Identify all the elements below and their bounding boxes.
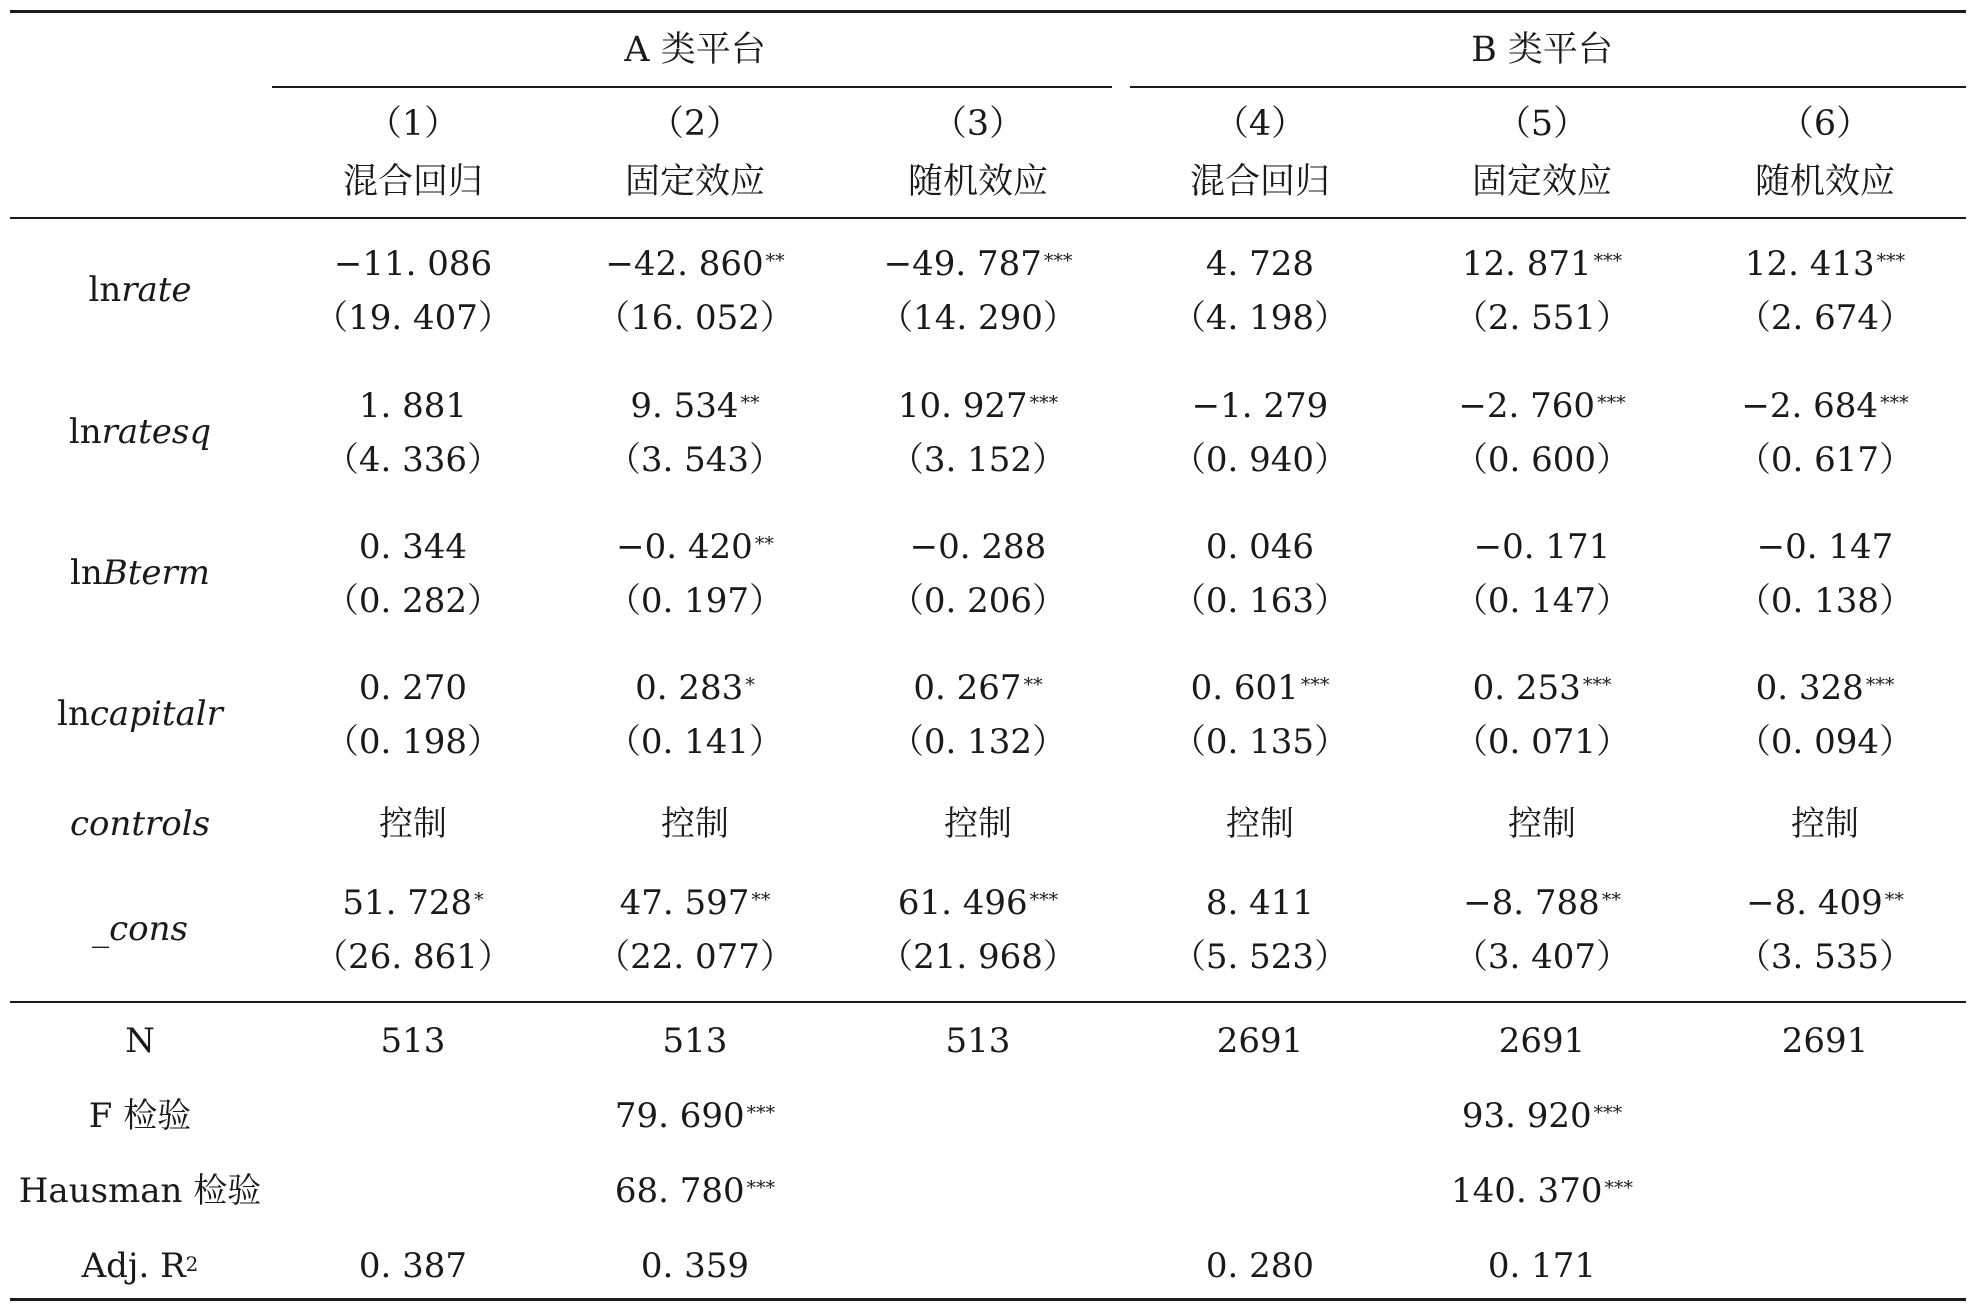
coefficient-value: [1474, 527, 1611, 567]
significance-stars: ***: [1029, 889, 1059, 911]
column-method: 随机效应: [907, 162, 1049, 202]
standard-error: （22. 077）: [596, 937, 794, 977]
variable-name: cons: [109, 909, 188, 949]
stat-number: 93. 920: [1461, 1096, 1592, 1136]
coefficient-number: 12. 413: [1744, 244, 1875, 284]
coefficient-value: [605, 244, 784, 284]
coefficient-value: [913, 668, 1042, 708]
stat-value: [663, 1021, 728, 1061]
standard-error: （16. 052）: [596, 298, 794, 338]
stat-value: [359, 1246, 467, 1286]
coefficient-value: [884, 244, 1073, 284]
coefficient-number: 0. 253: [1472, 668, 1581, 708]
standard-error: （14. 290）: [879, 298, 1077, 338]
bottom-rule: [10, 1298, 1966, 1301]
significance-stars: ***: [1582, 674, 1612, 696]
stat-number: 513: [380, 1021, 446, 1061]
coefficient-value: [359, 668, 467, 708]
coefficient-value: [1746, 883, 1904, 923]
significance-stars: ***: [1029, 392, 1059, 414]
significance-stars: *: [745, 674, 755, 696]
coefficient-number: 0. 283: [635, 668, 744, 708]
standard-error: （0. 141）: [606, 722, 784, 762]
stat-label-text: Hausman 检验: [18, 1171, 262, 1211]
coefficient-value: [1463, 883, 1621, 923]
variable-label: [70, 804, 210, 844]
coefficient-value: [910, 527, 1047, 567]
significance-stars: ***: [746, 1102, 776, 1124]
coefficient-number: 47. 597: [619, 883, 750, 923]
variable-name: rate: [121, 270, 192, 310]
controls-cell: 控制: [1508, 804, 1576, 844]
significance-stars: **: [1023, 674, 1043, 696]
coefficient-number: −0. 147: [1756, 527, 1894, 567]
significance-stars: **: [765, 250, 785, 272]
coefficient-value: [1473, 668, 1612, 708]
stat-number: 2691: [1216, 1021, 1304, 1061]
coefficient-value: [1745, 244, 1905, 284]
coefficient-value: [898, 386, 1058, 426]
controls-cell: 控制: [379, 804, 447, 844]
stat-value: [1217, 1021, 1304, 1061]
column-number: （2）: [648, 104, 742, 144]
coefficient-number: 0. 046: [1205, 527, 1315, 567]
standard-error: （0. 282）: [324, 581, 502, 621]
standard-error: （3. 152）: [889, 440, 1067, 480]
significance-stars: ***: [1593, 250, 1623, 272]
stat-label-text: Adj. R: [81, 1246, 186, 1286]
significance-stars: ***: [1604, 1177, 1633, 1199]
coefficient-value: [1206, 244, 1314, 284]
variable-prefix: ln: [68, 412, 102, 452]
significance-stars: ***: [1593, 1102, 1623, 1124]
coefficient-value: [359, 386, 467, 426]
coefficient-value: [1757, 527, 1894, 567]
coefficient-number: −8. 409: [1746, 883, 1883, 923]
standard-error: （2. 674）: [1736, 298, 1914, 338]
group-header: A 类平台: [624, 30, 766, 70]
stat-value: [1462, 1096, 1622, 1136]
coefficient-number: 51. 728: [342, 883, 473, 923]
variable-name: capitalr: [89, 694, 223, 734]
significance-stars: **: [740, 392, 760, 414]
variable-label: [69, 412, 211, 452]
controls-cell: 控制: [661, 804, 729, 844]
coefficient-number: 10. 927: [897, 386, 1028, 426]
coefficient-number: −2. 760: [1458, 386, 1596, 426]
stat-label: [19, 1171, 261, 1211]
variable-prefix: _: [92, 909, 110, 949]
coefficient-value: [1462, 244, 1622, 284]
stat-value: [946, 1021, 1011, 1061]
standard-error: （3. 543）: [606, 440, 784, 480]
stat-label: [89, 1096, 191, 1136]
column-number: （1）: [366, 104, 460, 144]
standard-error: （0. 617）: [1736, 440, 1914, 480]
stat-label-text: N: [125, 1021, 155, 1061]
coefficient-number: 0. 344: [358, 527, 468, 567]
coefficient-value: [1206, 883, 1314, 923]
column-method: 混合回归: [1189, 162, 1331, 202]
coefficient-number: −11. 086: [333, 244, 493, 284]
coefficient-number: 4. 728: [1205, 244, 1315, 284]
stat-number: 2691: [1781, 1021, 1869, 1061]
column-method: 固定效应: [624, 162, 766, 202]
column-method: 固定效应: [1471, 162, 1613, 202]
coefficient-number: 0. 270: [358, 668, 468, 708]
column-method: 混合回归: [342, 162, 484, 202]
coefficient-value: [1741, 386, 1908, 426]
variable-label: [88, 270, 191, 310]
coefficient-number: −1. 279: [1191, 386, 1329, 426]
standard-error: （0. 206）: [889, 581, 1067, 621]
variable-name: controls: [69, 804, 211, 844]
standard-error: （0. 094）: [1736, 722, 1914, 762]
variable-label: [92, 909, 188, 949]
variable-label: [57, 694, 223, 734]
standard-error: （0. 198）: [324, 722, 502, 762]
standard-error: （0. 071）: [1453, 722, 1631, 762]
coefficient-number: −49. 787: [883, 244, 1042, 284]
stat-number: 0. 280: [1205, 1246, 1315, 1286]
variable-prefix: ln: [57, 694, 90, 734]
controls-cell: 控制: [944, 804, 1012, 844]
group-header: B 类平台: [1471, 30, 1613, 70]
coefficient-value: [334, 244, 492, 284]
stat-value: [1206, 1246, 1314, 1286]
stat-number: 68. 780: [614, 1171, 745, 1211]
significance-stars: **: [751, 889, 771, 911]
coefficient-number: −0. 420: [616, 527, 753, 567]
standard-error: （3. 407）: [1453, 937, 1631, 977]
coefficient-value: [359, 527, 467, 567]
significance-stars: **: [1884, 889, 1904, 911]
column-method: 随机效应: [1754, 162, 1896, 202]
top-rule: [10, 10, 1966, 13]
controls-cell: 控制: [1791, 804, 1859, 844]
column-number: （3）: [931, 104, 1025, 144]
standard-error: （0. 163）: [1171, 581, 1349, 621]
standard-error: （2. 551）: [1453, 298, 1631, 338]
coefficient-value: [616, 527, 774, 567]
standard-error: （0. 197）: [606, 581, 784, 621]
stat-value: [1499, 1021, 1586, 1061]
variable-name: ratesq: [101, 412, 212, 452]
stat-label-text: F 检验: [88, 1096, 192, 1136]
stat-number: 513: [662, 1021, 728, 1061]
stat-label-superscript: 2: [185, 1252, 199, 1276]
stat-number: 0. 171: [1487, 1246, 1597, 1286]
stat-number: 0. 387: [358, 1246, 468, 1286]
coefficient-value: [1206, 527, 1314, 567]
column-number: （6）: [1778, 104, 1872, 144]
coefficient-value: [635, 668, 755, 708]
body-rule: [10, 1001, 1966, 1003]
variable-prefix: ln: [69, 553, 103, 593]
significance-stars: ***: [746, 1177, 776, 1199]
variable-name: Bterm: [102, 553, 211, 593]
coefficient-number: −42. 860: [605, 244, 764, 284]
stat-value: [1488, 1246, 1596, 1286]
header-rule: [10, 217, 1966, 219]
significance-stars: ***: [1876, 250, 1906, 272]
stat-number: 513: [945, 1021, 1011, 1061]
coefficient-number: 8. 411: [1205, 883, 1315, 923]
significance-stars: **: [754, 533, 774, 555]
stat-value: [1451, 1171, 1633, 1211]
stat-number: 79. 690: [614, 1096, 745, 1136]
standard-error: （3. 535）: [1736, 937, 1914, 977]
coefficient-number: 0. 601: [1190, 668, 1299, 708]
stat-label: [82, 1246, 199, 1286]
coefficient-number: 12. 871: [1461, 244, 1592, 284]
stat-value: [1782, 1021, 1869, 1061]
coefficient-value: [1191, 668, 1330, 708]
coefficient-number: 0. 328: [1755, 668, 1864, 708]
stat-value: [615, 1171, 775, 1211]
group-rule-a: [272, 86, 1112, 88]
standard-error: （0. 138）: [1736, 581, 1914, 621]
coefficient-value: [1756, 668, 1895, 708]
group-rule-b: [1130, 86, 1966, 88]
coefficient-value: [1192, 386, 1329, 426]
coefficient-value: [630, 386, 759, 426]
coefficient-value: [898, 883, 1058, 923]
stat-number: 140. 370: [1451, 1171, 1603, 1211]
significance-stars: ***: [1300, 674, 1330, 696]
column-number: （5）: [1495, 104, 1589, 144]
stat-value: [641, 1246, 749, 1286]
coefficient-number: −0. 288: [909, 527, 1047, 567]
standard-error: （0. 940）: [1171, 440, 1349, 480]
stat-value: [381, 1021, 446, 1061]
standard-error: （5. 523）: [1171, 937, 1349, 977]
controls-cell: 控制: [1226, 804, 1294, 844]
significance-stars: ***: [1865, 674, 1895, 696]
standard-error: （19. 407）: [314, 298, 512, 338]
coefficient-number: −2. 684: [1741, 386, 1879, 426]
coefficient-number: 1. 881: [358, 386, 468, 426]
stat-label: [125, 1021, 155, 1061]
coefficient-number: 0. 267: [913, 668, 1022, 708]
column-number: （4）: [1213, 104, 1307, 144]
standard-error: （0. 132）: [889, 722, 1067, 762]
coefficient-value: [342, 883, 483, 923]
standard-error: （0. 600）: [1453, 440, 1631, 480]
coefficient-value: [620, 883, 771, 923]
coefficient-number: 9. 534: [630, 386, 739, 426]
standard-error: （21. 968）: [879, 937, 1077, 977]
stat-value: [615, 1096, 775, 1136]
coefficient-value: [1458, 386, 1625, 426]
significance-stars: ***: [1043, 250, 1073, 272]
significance-stars: **: [1601, 889, 1621, 911]
coefficient-number: −8. 788: [1463, 883, 1600, 923]
standard-error: （0. 147）: [1453, 581, 1631, 621]
standard-error: （26. 861）: [314, 937, 512, 977]
significance-stars: *: [474, 889, 484, 911]
significance-stars: ***: [1597, 392, 1626, 414]
standard-error: （0. 135）: [1171, 722, 1349, 762]
coefficient-number: 61. 496: [897, 883, 1028, 923]
stat-number: 0. 359: [640, 1246, 750, 1286]
coefficient-number: −0. 171: [1473, 527, 1611, 567]
standard-error: （4. 336）: [324, 440, 502, 480]
variable-prefix: ln: [88, 270, 122, 310]
significance-stars: ***: [1880, 392, 1909, 414]
variable-label: [70, 553, 210, 593]
standard-error: （4. 198）: [1171, 298, 1349, 338]
stat-number: 2691: [1498, 1021, 1586, 1061]
